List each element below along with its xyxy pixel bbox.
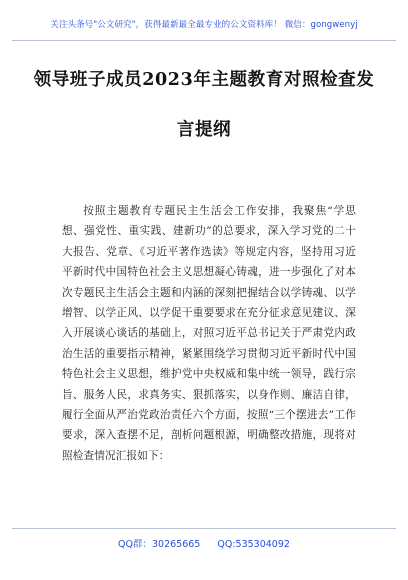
footer-divider: [12, 528, 396, 529]
header-divider: [12, 40, 396, 41]
document-title-line-2: 言提纲: [176, 120, 232, 140]
footer-qq-group: QQ群：30265665: [118, 539, 201, 550]
document-title-line-1: 领导班子成员2023年主题教育对照检查发: [33, 70, 375, 90]
footer-qq-contact: QQ:535304092: [217, 539, 290, 550]
body-paragraph: 按照主题教育专题民主生活会工作安排，我聚焦“学思想、强党性、重实践、建新功”的总要求，深入学习党的二十大报告、党章、《习近平著作选读》等规定内容，坚持用习近平新时代中国特色社会主义思想凝心铸魂，进一步强化了对本次专题民主生活会主题和内涵的深刻把握结合以学铸魂、以学增智、以学正风、以学促干重要要求在充分征求意见建议、深入开展谈心谈话的基础上，对照习近平总书记关于严肃党内政治生活的重要指示精神，紧紧围绕学习贯彻习近平新时代中国特色社会主义思想，维护党中央权威和集中统一领导，践行宗旨、服务人民，求真务实、狠抓落实，以身作则、廉洁自律，履行全面从严治党政治责任六个方面，按照“三个摆进去”工作要求，深入查摆不足，剖析问题根源，明确整改措施，现将对照检查情况汇报如下：: [62, 205, 356, 462]
header-banner: 关注头条号"公文研究"，获得最新最全最专业的公文资料库！ 微信：gongwenyj: [50, 20, 358, 30]
footer: [0, 536, 408, 550]
